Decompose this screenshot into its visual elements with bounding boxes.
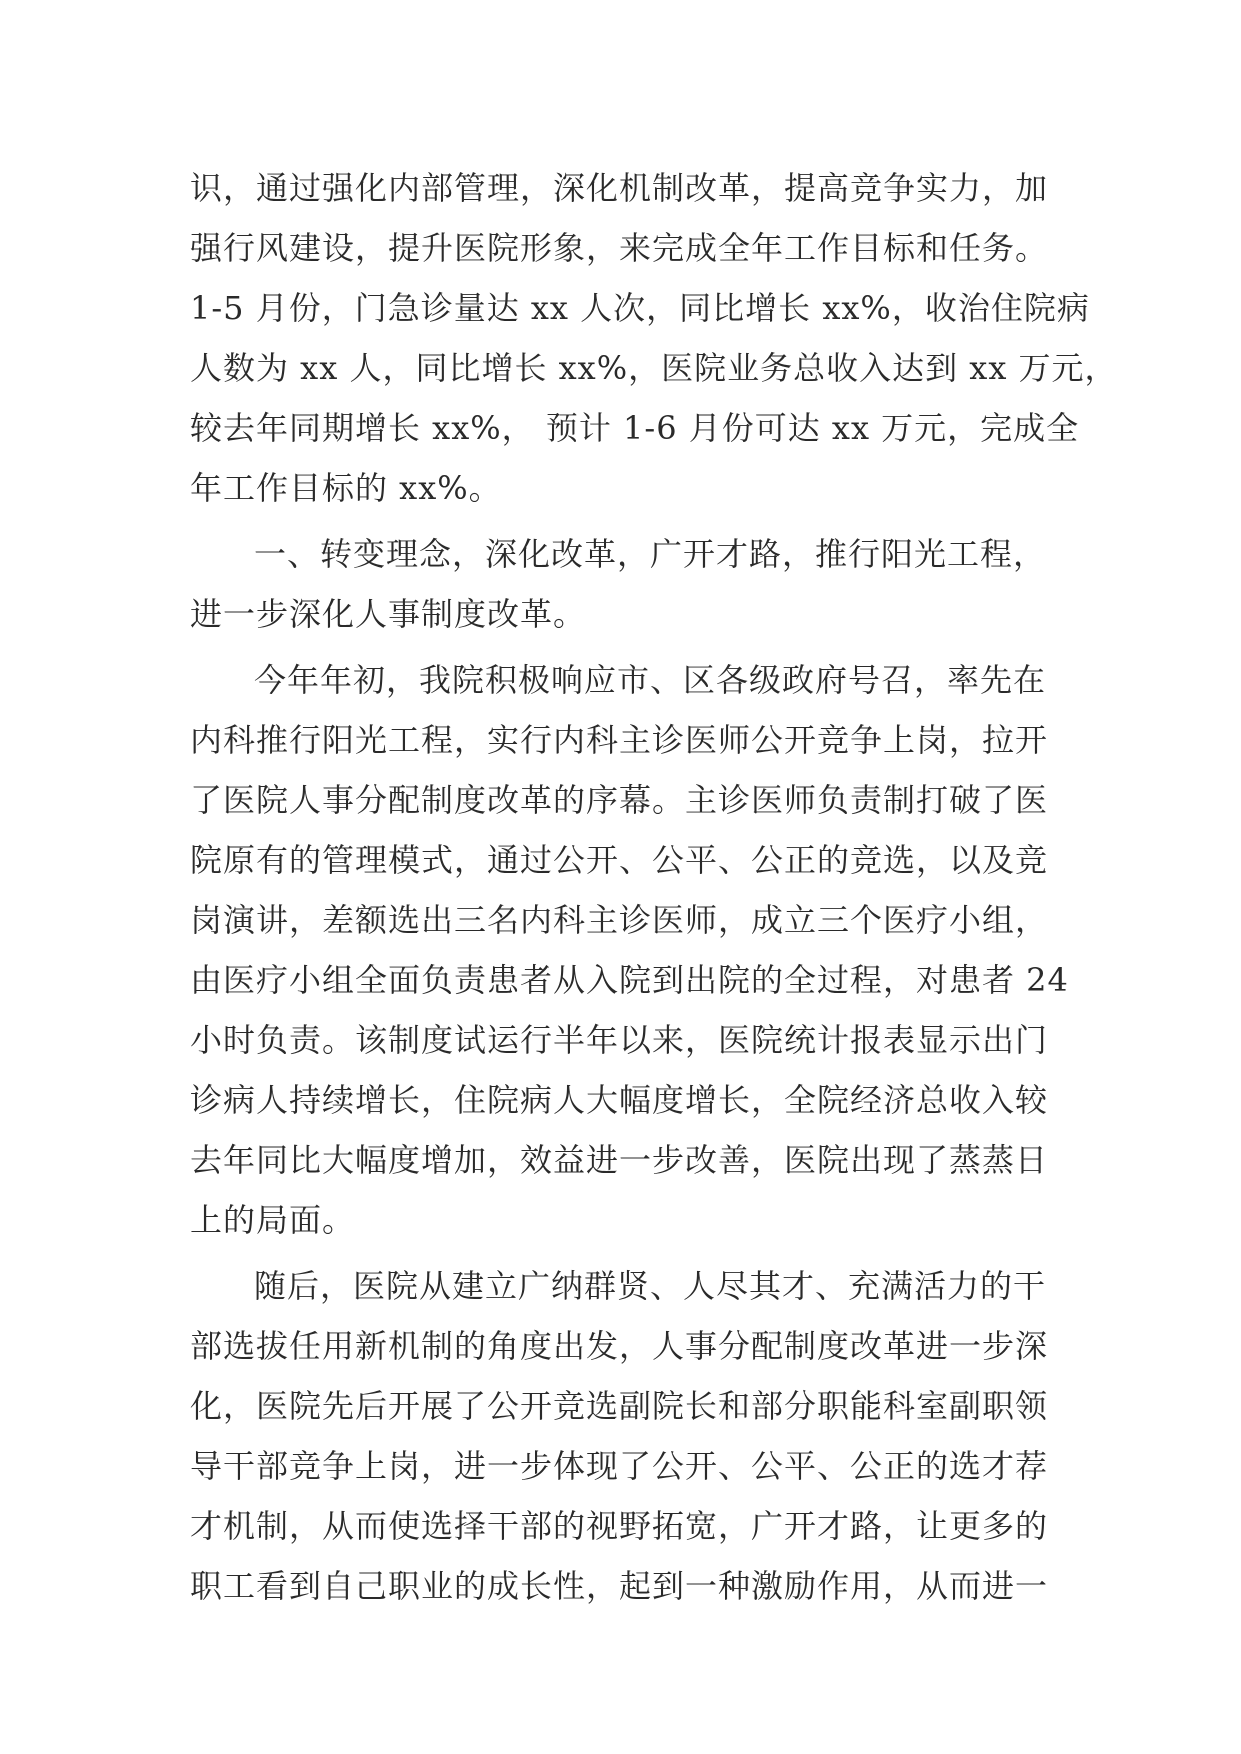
heading-line: 一、转变理念，深化改革，广开才路，推行阳光工程， — [254, 535, 1047, 573]
text-line: 较去年同期增长 xx%， 预计 1-6 月份可达 xx 万元，完成全 — [190, 409, 1080, 447]
text-line: 去年同比大幅度增加，效益进一步改善，医院出现了蒸蒸日 — [190, 1141, 1049, 1179]
paragraph-2 — [190, 650, 1069, 1250]
text-line: 强行风建设，提升医院形象，来完成全年工作目标和任务。 — [190, 229, 1049, 267]
text-line: 由医疗小组全面负责患者从入院到出院的全过程，对患者 24 — [190, 961, 1069, 999]
text-line: 1-5 月份，门急诊量达 xx 人次，同比增长 xx%，收治住院病 — [190, 289, 1090, 327]
text-line: 诊病人持续增长，住院病人大幅度增长，全院经济总收入较 — [190, 1081, 1049, 1119]
text-line: 职工看到自己职业的成长性，起到一种激励作用，从而进一 — [190, 1567, 1049, 1605]
text-line: 上的局面。 — [190, 1201, 356, 1239]
text-line: 了医院人事分配制度改革的序幕。主诊医师负责制打破了医 — [190, 781, 1049, 819]
text-line: 今年年初，我院积极响应市、区各级政府号召，率先在 — [254, 661, 1047, 699]
text-line: 小时负责。该制度试运行半年以来，医院统计报表显示出门 — [190, 1021, 1049, 1059]
paragraph-1 — [190, 158, 1118, 518]
text-line: 部选拔任用新机制的角度出发，人事分配制度改革进一步深 — [190, 1327, 1049, 1365]
text-line: 随后，医院从建立广纳群贤、人尽其才、充满活力的干 — [254, 1267, 1047, 1305]
heading-line: 进一步深化人事制度改革。 — [190, 595, 587, 633]
text-line: 年工作目标的 xx%。 — [190, 469, 502, 507]
text-line: 识，通过强化内部管理，深化机制改革，提高竞争实力，加 — [190, 169, 1049, 207]
text-line: 内科推行阳光工程，实行内科主诊医师公开竞争上岗，拉开 — [190, 721, 1049, 759]
text-line: 岗演讲，差额选出三名内科主诊医师，成立三个医疗小组， — [190, 901, 1049, 939]
text-line: 人数为 xx 人，同比增长 xx%，医院业务总收入达到 xx 万元， — [190, 349, 1118, 387]
document-body — [190, 158, 1118, 1616]
text-line: 化，医院先后开展了公开竞选副院长和部分职能科室副职领 — [190, 1387, 1049, 1425]
text-line: 院原有的管理模式，通过公开、公平、公正的竞选，以及竞 — [190, 841, 1049, 879]
paragraph-3 — [190, 1256, 1050, 1616]
text-line: 才机制，从而使选择干部的视野拓宽，广开才路，让更多的 — [190, 1507, 1049, 1545]
section-heading-1 — [190, 524, 1050, 644]
text-line: 导干部竞争上岗，进一步体现了公开、公平、公正的选才荐 — [190, 1447, 1049, 1485]
